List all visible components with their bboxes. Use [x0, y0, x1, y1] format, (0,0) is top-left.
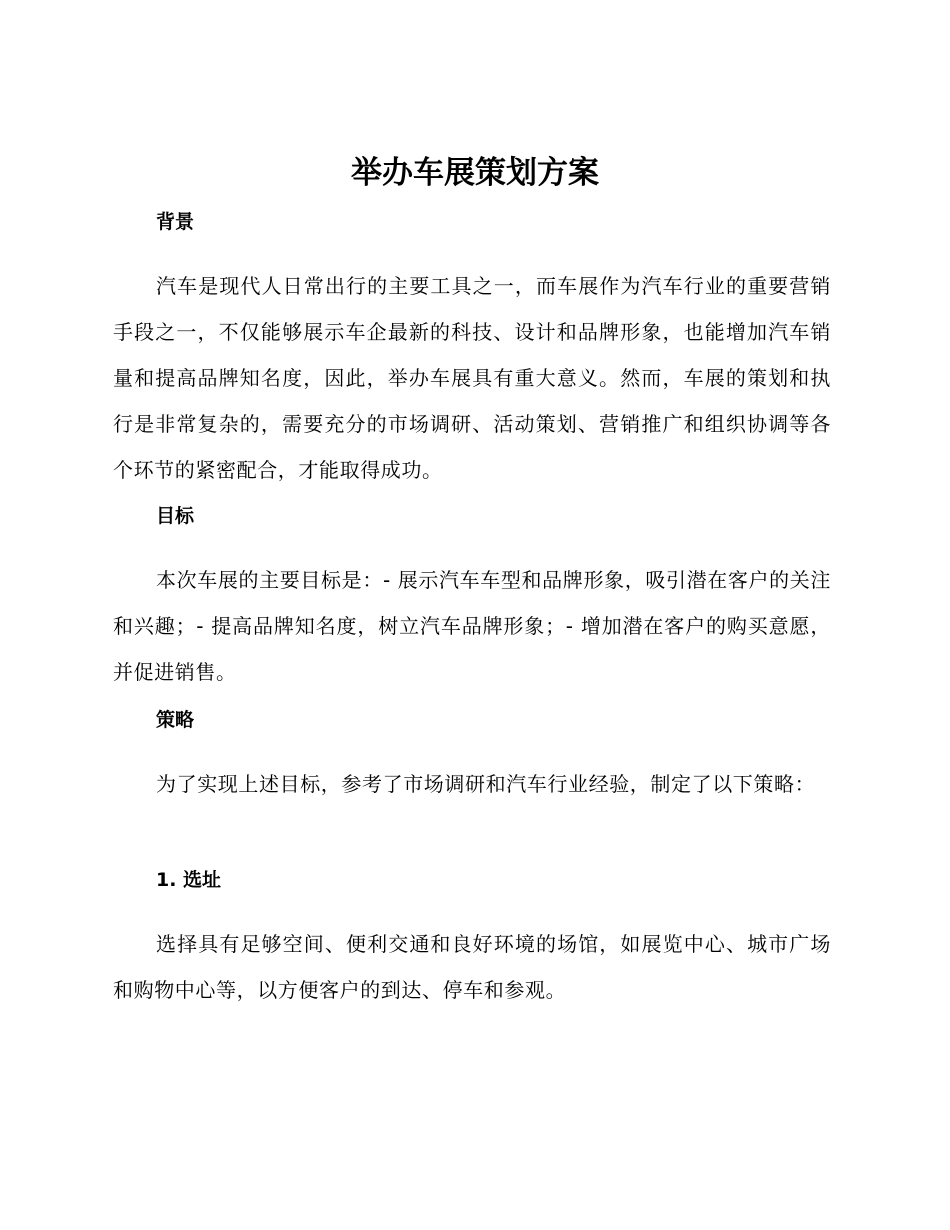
section-paragraph: 为了实现上述目标，参考了市场调研和汽车行业经验，制定了以下策略： [156, 772, 816, 796]
section-paragraph: 本次车展的主要目标是：- 展示汽车车型和品牌形象，吸引潜在客户的关注和兴趣；- 提高品牌知名度，树立汽车品牌形象；- 增加潜在客户的购买意愿，并促进销售。 [113, 568, 831, 684]
section-strategy [113, 706, 831, 807]
section-heading: 目标 [156, 505, 195, 527]
section-heading: 策略 [156, 709, 195, 731]
section-paragraph: 选择具有足够空间、便利交通和良好环境的场馆，如展览中心、城市广场和购物中心等，以方便客户的到达、停车和参观。 [113, 932, 831, 1002]
document-title: 举办车展策划方案 [351, 155, 599, 191]
section-paragraph: 汽车是现代人日常出行的主要工具之一，而车展作为汽车行业的重要营销手段之一，不仅能够展示车企最新的科技、设计和品牌形象，也能增加汽车销量和提高品牌知名度，因此，举办车展具有重大意义。然而，车展的策划和执行是非常复杂的，需要充分的市场调研、活动策划、营销推广和组织协调等各个环节的紧密配合，才能取得成功。 [113, 274, 831, 482]
section-background [113, 208, 831, 493]
section-location [113, 866, 831, 1013]
section-heading: 背景 [156, 211, 195, 233]
section-heading: 1. 选址 [156, 869, 222, 891]
section-goals [113, 502, 831, 695]
